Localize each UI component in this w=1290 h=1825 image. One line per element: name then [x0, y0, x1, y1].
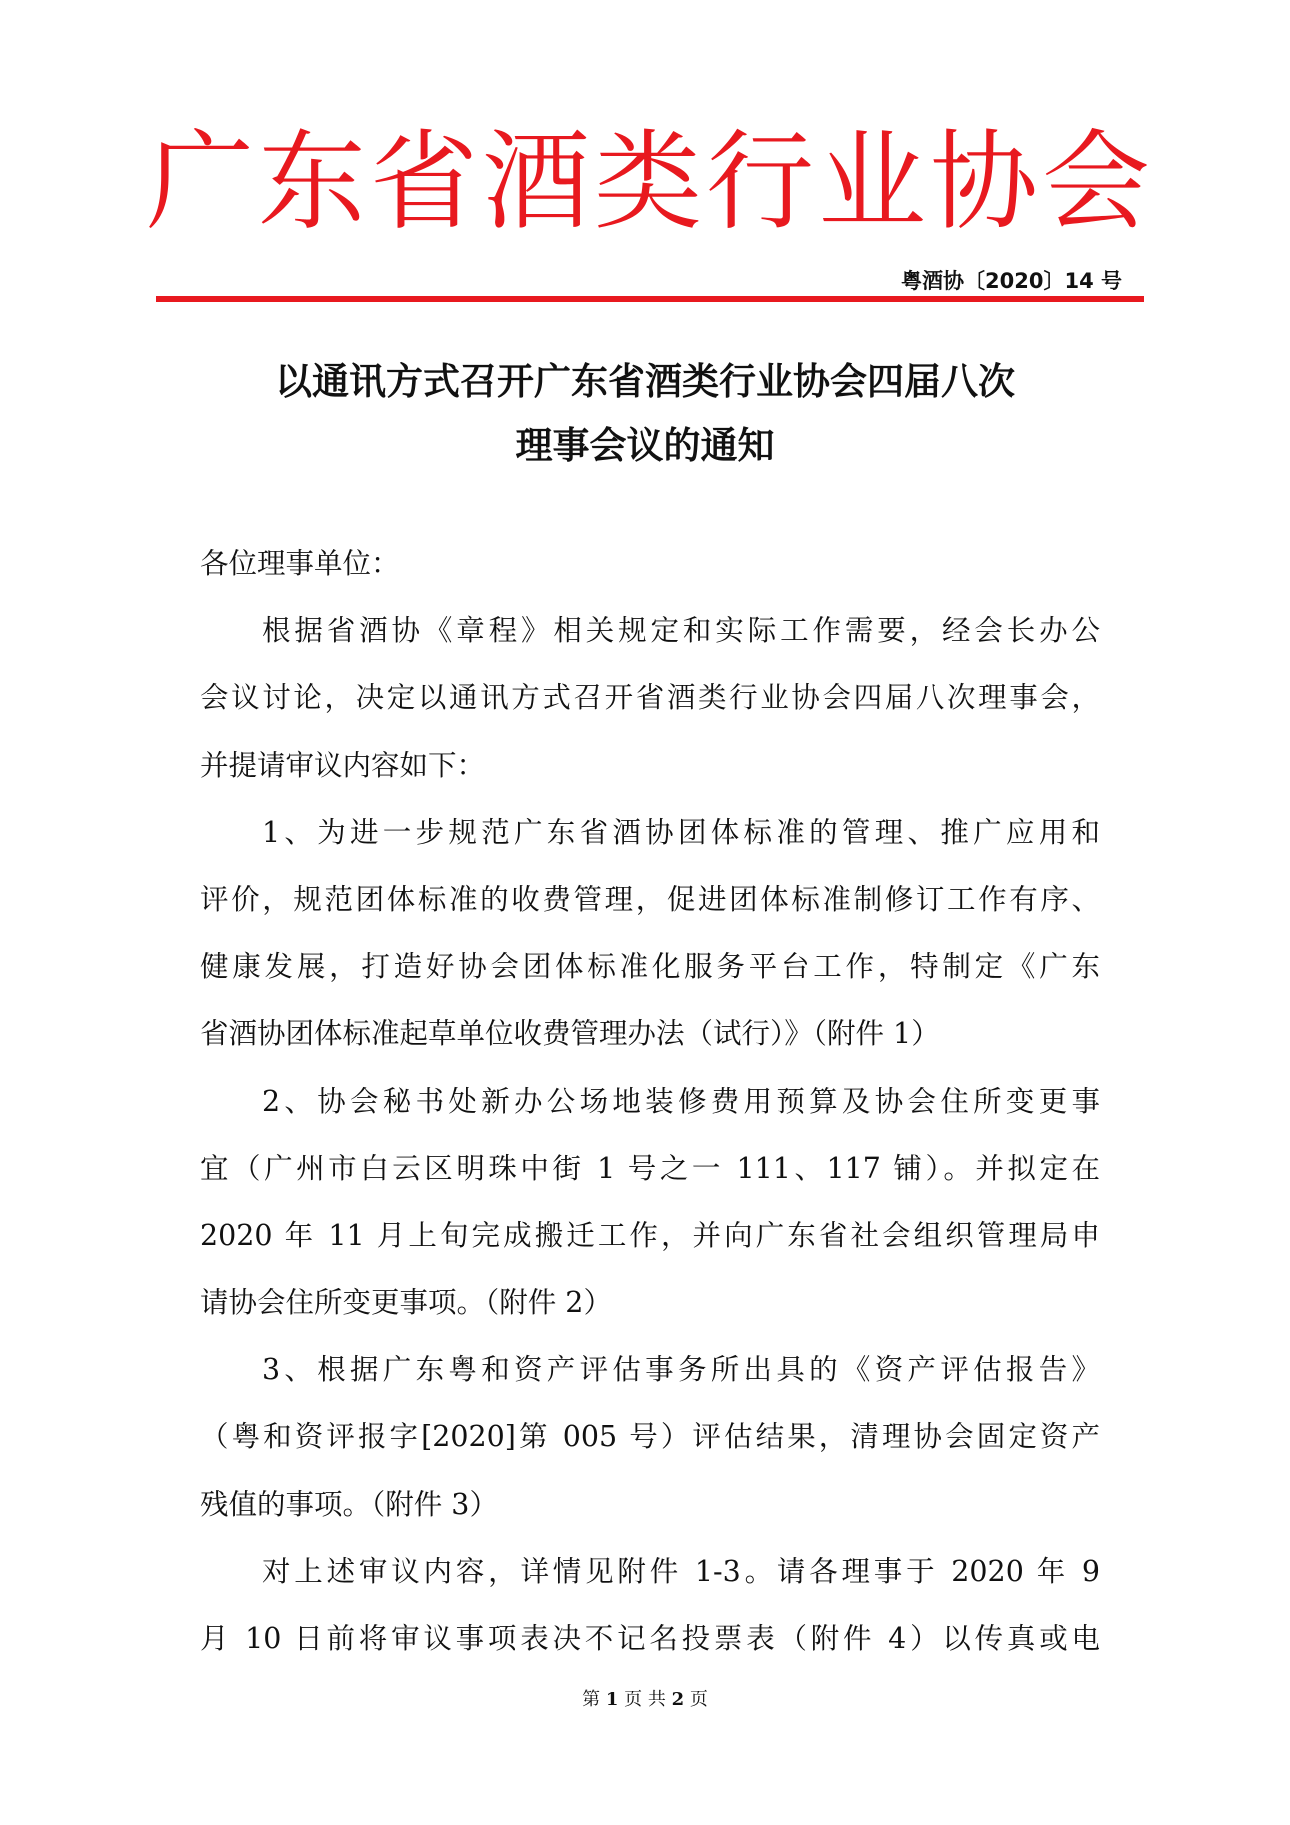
body-line: （粤和资评报字[2020]第 005 号）评估结果，清理协会固定资产 — [200, 1420, 1100, 1454]
page-footer — [0, 1688, 1290, 1712]
body-line: 3、根据广东粤和资产评估事务所出具的《资产评估报告》 — [262, 1353, 1100, 1387]
body-line: 残值的事项。（附件 3） — [200, 1487, 498, 1521]
organization-header: 广东省酒类行业协会 — [145, 120, 1154, 245]
salutation: 各位理事单位： — [200, 547, 400, 580]
footer-suffix: 页 — [689, 1689, 708, 1710]
body-line: 会议讨论，决定以通讯方式召开省酒类行业协会四届八次理事会， — [200, 681, 1100, 715]
document-body — [200, 530, 1100, 1672]
document-number: 粤酒协〔2020〕14 号 — [901, 269, 1122, 293]
body-line: 宜（广州市白云区明珠中街 1 号之一 111、117 铺）。并拟定在 — [200, 1151, 1100, 1185]
body-line: 2020 年 11 月上旬完成搬迁工作，并向广东省社会组织管理局申 — [200, 1218, 1100, 1252]
body-line: 请协会住所变更事项。（附件 2） — [200, 1286, 612, 1320]
title-line-1: 以通讯方式召开广东省酒类行业协会四届八次 — [275, 360, 1015, 403]
body-line: 评价，规范团体标准的收费管理，促进团体标准制修订工作有序、 — [200, 882, 1100, 916]
body-line: 对上述审议内容，详情见附件 1-3。请各理事于 2020 年 9 — [262, 1554, 1100, 1588]
body-line: 健康发展，打造好协会团体标准化服务平台工作，特制定《广东 — [200, 950, 1100, 984]
current-page-number: 1 — [605, 1689, 619, 1710]
body-line: 2、协会秘书处新办公场地装修费用预算及协会住所变更事 — [262, 1084, 1100, 1118]
footer-middle: 页 共 — [624, 1689, 666, 1710]
body-line: 1、为进一步规范广东省酒协团体标准的管理、推广应用和 — [262, 815, 1100, 849]
total-pages-number: 2 — [671, 1689, 685, 1710]
body-line: 月 10 日前将审议事项表决不记名投票表（附件 4）以传真或电 — [200, 1622, 1100, 1655]
document-title — [150, 350, 1140, 478]
title-line-2: 理事会议的通知 — [515, 424, 775, 467]
body-line: 并提请审议内容如下： — [200, 748, 486, 782]
body-line: 省酒协团体标准起草单位收费管理办法（试行）》（附件 1） — [200, 1017, 940, 1051]
red-divider-line — [156, 296, 1144, 302]
footer-prefix: 第 — [582, 1689, 601, 1710]
body-line: 根据省酒协《章程》相关规定和实际工作需要，经会长办公 — [262, 614, 1100, 648]
